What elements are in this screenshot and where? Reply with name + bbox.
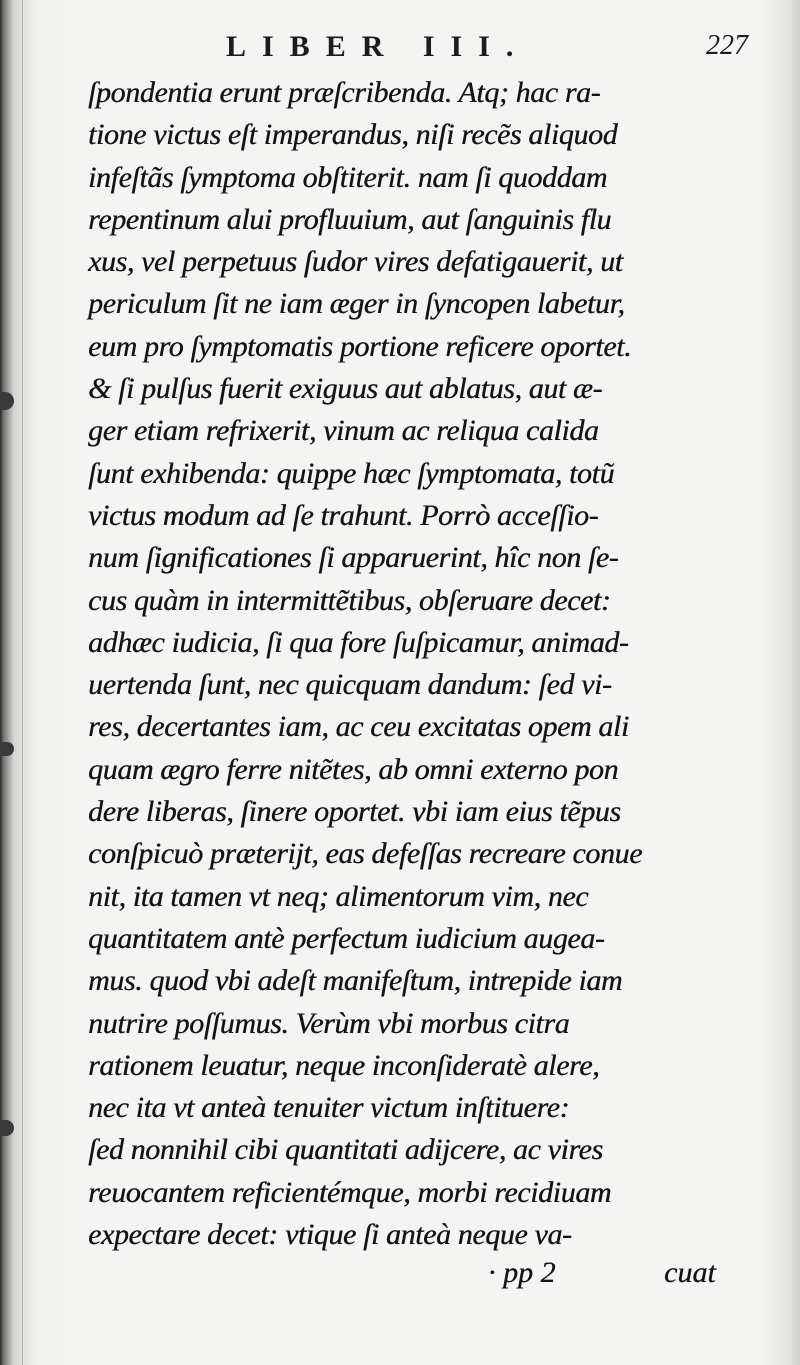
binding-tab-mark	[0, 1120, 14, 1136]
binding-tab-mark	[0, 392, 14, 410]
text-line: ſpondentia erunt præſcribenda. Atq; hac ra-	[88, 76, 601, 109]
text-line: infeſtãs ſymptoma obſtiterit. nam ſi quoddam	[88, 160, 608, 194]
text-line: cus quàm in intermittẽtibus, obſeruare decet:	[88, 583, 611, 617]
text-line: nit, ita tamen vt neq; alimentorum vim, nec	[88, 879, 589, 913]
text-line: num ſignificationes ſi apparuerint, hîc non ſe-	[88, 541, 619, 575]
text-line: uertenda ſunt, nec quicquam dandum: ſed vi-	[88, 668, 612, 702]
text-line: tione victus eſt imperandus, niſi recẽs aliquod	[88, 118, 618, 152]
text-line: rationem leuatur, neque inconſideratè alere,	[88, 1048, 600, 1082]
text-line: ſunt exhibenda: quippe hæc ſymptomata, totũ	[88, 456, 615, 490]
page-footer	[0, 1256, 800, 1296]
text-line: eum pro ſymptomatis portione reficere oportet.	[88, 329, 632, 363]
text-line: & ſi pulſus fuerit exiguus aut ablatus, aut æ-	[88, 372, 603, 406]
text-line: nec ita vt anteà tenuiter victum inſtituere:	[88, 1091, 570, 1125]
text-line: mus. quod vbi adeſt manifeſtum, intrepide iam	[88, 964, 623, 998]
gutter-shadow	[22, 0, 23, 1365]
text-line: quam ægro ferre nitẽtes, ab omni externo pon	[88, 752, 619, 786]
signature-mark: · pp 2	[488, 1256, 556, 1289]
text-line: victus modum ad ſe trahunt. Porrò acceſſio-	[88, 498, 599, 532]
text-line: periculum ſit ne iam æger in ſyncopen labetur,	[88, 287, 625, 321]
page-number: 227	[706, 30, 748, 61]
text-line: repentinum alui profluuium, aut ſanguinis flu	[88, 202, 612, 236]
text-line: reuocantem reficientémque, morbi recidiuam	[88, 1175, 612, 1209]
text-line: res, decertantes iam, ac ceu excitatas opem ali	[88, 710, 629, 744]
text-line: nutrire poſſumus. Verùm vbi morbus citra	[88, 1006, 570, 1040]
text-line: dere liberas, ſinere oportet. vbi iam eius tẽpus	[88, 795, 621, 829]
binding-tab-mark	[0, 742, 14, 756]
text-line: quantitatem antè perfectum iudicium augea-	[88, 921, 605, 955]
running-title: LIBER III.	[226, 30, 530, 63]
text-line: ſed nonnihil cibi quantitati adijcere, ac vires	[88, 1133, 603, 1167]
text-line: expectare decet: vtique ſi anteà neque va-	[88, 1218, 572, 1252]
running-header	[0, 28, 800, 68]
text-line: conſpicuò præterijt, eas defeſſas recreare conue	[88, 837, 642, 871]
text-line: adhæc iudicia, ſi qua fore ſuſpicamur, animad-	[88, 625, 629, 659]
body-text	[88, 72, 748, 1256]
text-line: ger etiam refrixerit, vinum ac reliqua calida	[88, 414, 599, 448]
text-line: xus, vel perpetuus ſudor vires defatigauerit, ut	[88, 245, 623, 279]
catchword: cuat	[664, 1256, 716, 1289]
